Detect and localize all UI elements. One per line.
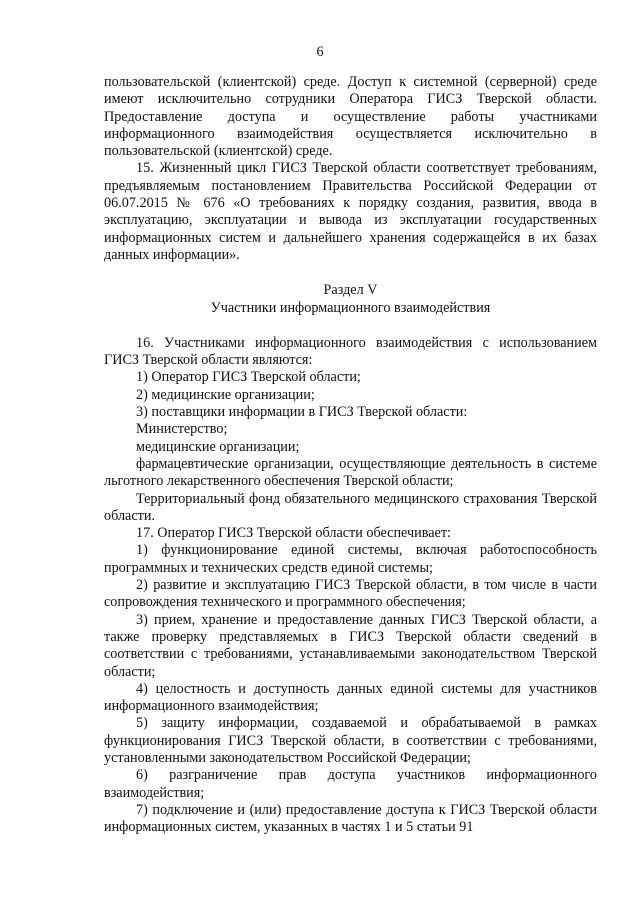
list-item: 6) разграничение прав доступа участников информационного взаимодействия; <box>104 767 597 801</box>
list-item: 5) защиту информации, создаваемой и обрабатываемой в рамках функционирования ГИСЗ Тверской области, в соответствии с требованиями, установленными законодательством Российской Федерации; <box>104 715 597 766</box>
paragraph-16: 16. Участниками информационного взаимодействия с использованием ГИСЗ Тверской области являются: <box>104 334 597 369</box>
paragraph-continued: пользовательской (клиентской) среде. Доступ к системной (серверной) среде имеют исключительно сотрудники Оператора ГИСЗ Тверской области. Предоставление доступа и осуществление работы участниками информационного взаимодействия осуществляется исключительно в пользовательской (клиентской) среде. <box>104 74 597 160</box>
section-number: Раздел V <box>323 282 378 299</box>
paragraph-17: 17. Оператор ГИСЗ Тверской области обеспечивает: <box>136 525 451 542</box>
list-item: 4) целостность и доступность данных единой системы для участников информационного взаимодействия; <box>104 680 597 715</box>
document-body <box>104 74 597 836</box>
list-item: 7) подключение и (или) предоставление доступа к ГИСЗ Тверской области информационных систем, указанных в частях 1 и 5 статьи 91 <box>104 801 597 836</box>
list-item: 3) прием, хранение и предоставление данных ГИСЗ Тверской области, а также проверку представляемых в ГИСЗ Тверской области сведений в соответствии с требованиями, устанавливаемыми законодательством Тверской области; <box>104 611 597 680</box>
list-item: 3) поставщики информации в ГИСЗ Тверской области: <box>136 404 468 421</box>
list-item: Территориальный фонд обязательного медицинского страхования Тверской области. <box>104 490 597 524</box>
list-item: фармацевтические организации, осуществляющие деятельность в системе льготного лекарственного обеспечения Тверской области; <box>104 455 597 490</box>
list-item: 2) развитие и эксплуатацию ГИСЗ Тверской области, в том числе в части сопровождения технического и программного обеспечения; <box>104 577 597 611</box>
list-item: 1) функционирование единой системы, включая работоспособность программных и технических средств единой системы; <box>104 542 597 576</box>
section-title: Участники информационного взаимодействия <box>210 299 491 316</box>
list-item: медицинские организации; <box>136 438 300 455</box>
paragraph-15: 15. Жизненный цикл ГИСЗ Тверской области соответствует требованиям, предъявляемым постановлением Правительства Российской Федерации от 06.07.2015 № 676 «О требованиях к порядку создания, развития, ввода в эксплуатацию, эксплуатации и вывода из эксплуатации государственных информационных систем и дальнейшего хранения содержащейся в их базах данных информации». <box>104 160 597 263</box>
list-item: 2) медицинские организации; <box>136 386 315 403</box>
page-number: 6 <box>316 44 324 60</box>
list-item: 1) Оператор ГИСЗ Тверской области; <box>136 369 361 386</box>
list-item: Министерство; <box>136 421 228 438</box>
